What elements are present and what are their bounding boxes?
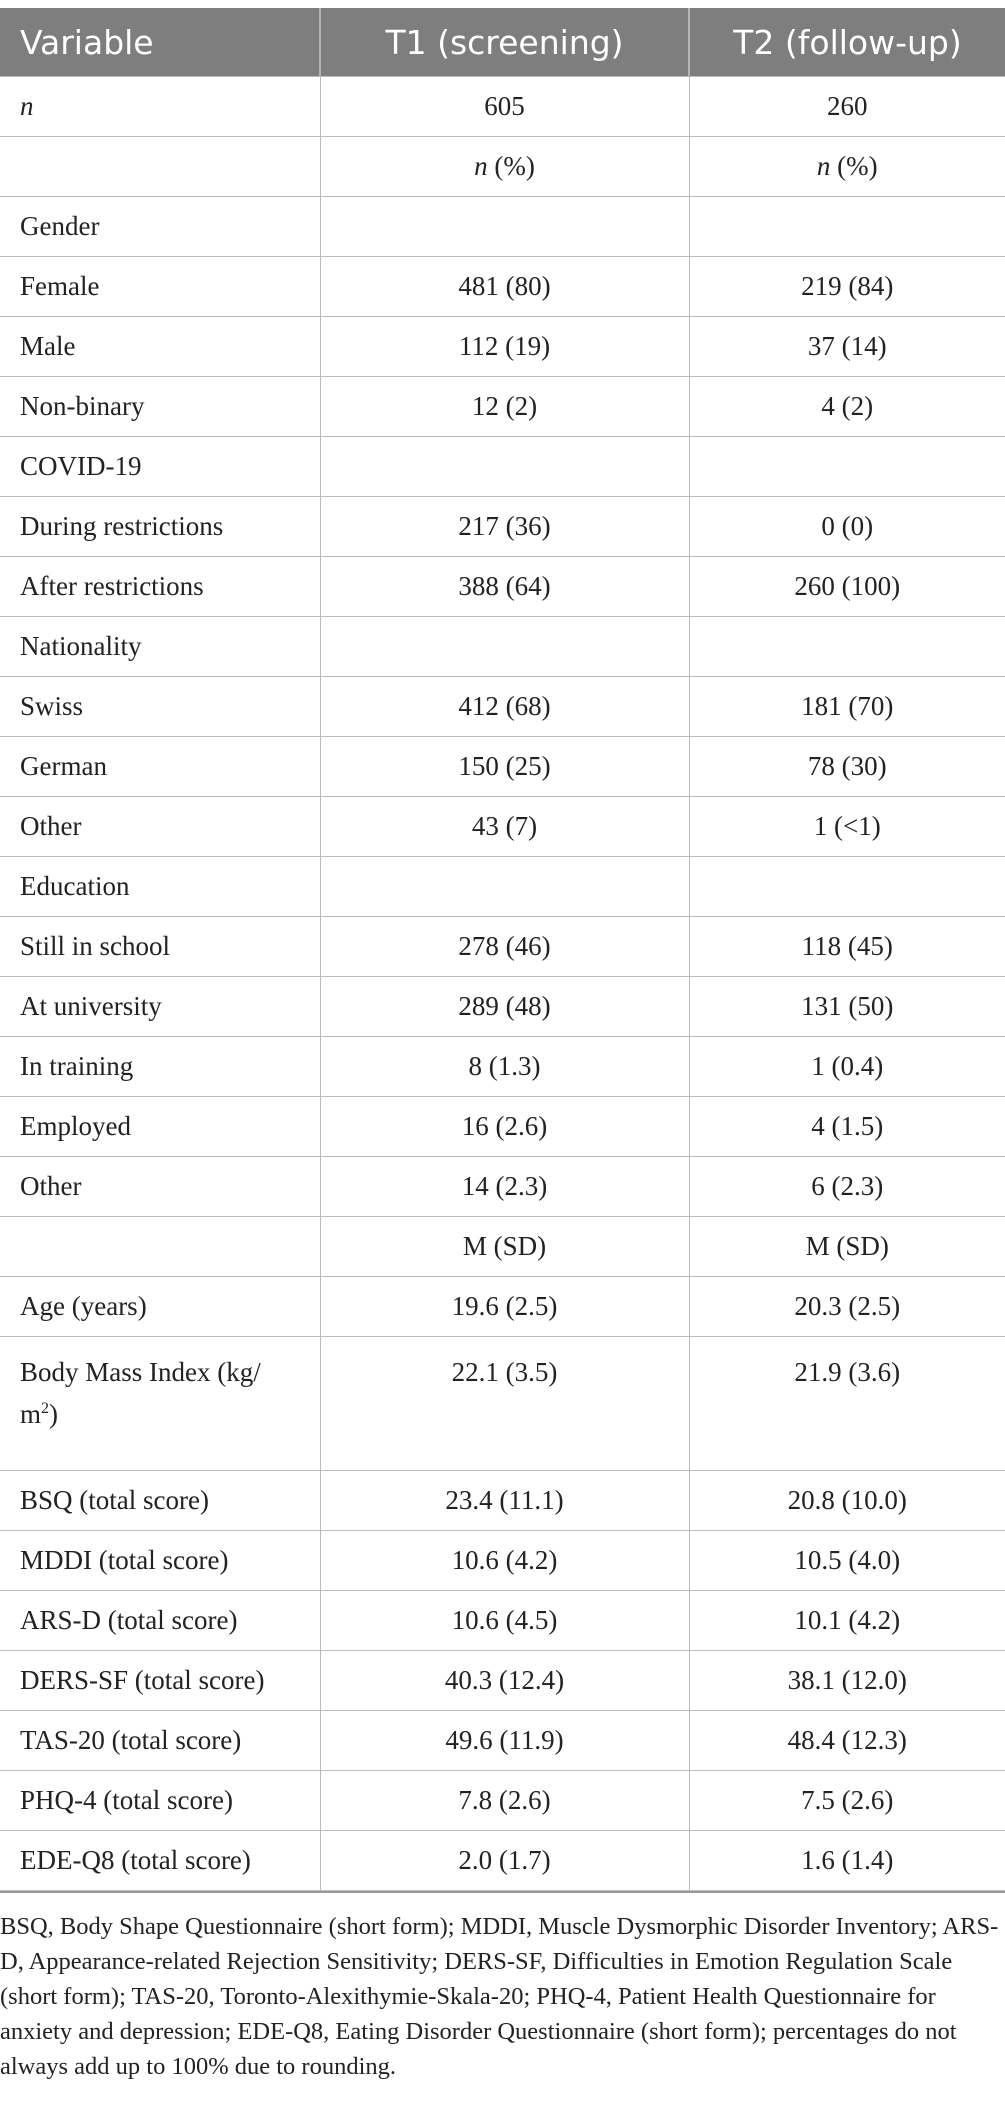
cell-t2: 10.1 (4.2): [689, 1591, 1005, 1651]
cell-t2: 0 (0): [689, 497, 1005, 557]
table-row: [0, 677, 1005, 737]
cell-t1: 14 (2.3): [320, 1157, 689, 1217]
row-label: Other: [0, 797, 320, 857]
table-row-age: [0, 1277, 1005, 1337]
pct-symbol: (%): [830, 151, 878, 181]
cell-t1: 7.8 (2.6): [320, 1771, 689, 1831]
row-label-empty: [0, 137, 320, 197]
cell-t2: 1 (<1): [689, 797, 1005, 857]
cell-t1: 112 (19): [320, 317, 689, 377]
section-label: COVID-19: [0, 437, 320, 497]
table-row: [0, 1037, 1005, 1097]
row-label: PHQ-4 (total score): [0, 1771, 320, 1831]
cell-t2: 4 (1.5): [689, 1097, 1005, 1157]
row-label: Male: [0, 317, 320, 377]
cell-t1: 278 (46): [320, 917, 689, 977]
cell-t1: 22.1 (3.5): [320, 1337, 689, 1471]
cell-t1: 388 (64): [320, 557, 689, 617]
bmi-label-unit: m: [20, 1399, 42, 1429]
table-row: [0, 497, 1005, 557]
cell-t1: 605: [320, 77, 689, 137]
cell-t1: 150 (25): [320, 737, 689, 797]
cell-t2: 131 (50): [689, 977, 1005, 1037]
cell-t1: 43 (7): [320, 797, 689, 857]
demographics-table: [0, 8, 1005, 1891]
cell-t2: 37 (14): [689, 317, 1005, 377]
table-row: [0, 737, 1005, 797]
section-label: Nationality: [0, 617, 320, 677]
table-row: [0, 377, 1005, 437]
table-row-bmi: [0, 1337, 1005, 1471]
table-row-percent-header: [0, 137, 1005, 197]
table-row: [0, 1157, 1005, 1217]
row-label: After restrictions: [0, 557, 320, 617]
cell-t2: 48.4 (12.3): [689, 1711, 1005, 1771]
cell-t1: 12 (2): [320, 377, 689, 437]
table-row: [0, 977, 1005, 1037]
cell-t2: 4 (2): [689, 377, 1005, 437]
table-footnote: BSQ, Body Shape Questionnaire (short form); MDDI, Muscle Dysmorphic Disorder Inventory; ARS-D, Appearance-related Rejection Sensitivity; DERS-SF, Difficulties in Emotion Regulation Scale (short form); TAS-20, Toronto-Alexithymie-Skala-20; PHQ-4, Patient Health Questionnaire for anxiety and depression; EDE-Q8, Eating Disorder Questionnaire (short form); percentages do not always add up to 100% due to rounding.: [0, 1891, 1005, 2084]
row-label: At university: [0, 977, 320, 1037]
cell-t1: 217 (36): [320, 497, 689, 557]
section-row-education: [0, 857, 1005, 917]
row-label: During restrictions: [0, 497, 320, 557]
cell-t2: 1.6 (1.4): [689, 1831, 1005, 1891]
cell-empty: [689, 617, 1005, 677]
row-label: German: [0, 737, 320, 797]
row-label: BSQ (total score): [0, 1471, 320, 1531]
row-label: ARS-D (total score): [0, 1591, 320, 1651]
section-label: Education: [0, 857, 320, 917]
table-row: [0, 1531, 1005, 1591]
cell-empty: [689, 857, 1005, 917]
cell-t2: 219 (84): [689, 257, 1005, 317]
table-body: [0, 77, 1005, 1891]
bmi-label-close: ): [49, 1399, 59, 1429]
cell-t2: 118 (45): [689, 917, 1005, 977]
cell-t1: 16 (2.6): [320, 1097, 689, 1157]
n-symbol: n: [816, 151, 831, 181]
table-row: [0, 797, 1005, 857]
row-label: In training: [0, 1037, 320, 1097]
cell-empty: [689, 197, 1005, 257]
section-row-nationality: [0, 617, 1005, 677]
cell-t1-unit: M (SD): [320, 1217, 689, 1277]
table-row: [0, 317, 1005, 377]
cell-t1: 8 (1.3): [320, 1037, 689, 1097]
cell-t2: 21.9 (3.6): [689, 1337, 1005, 1471]
cell-t1: 481 (80): [320, 257, 689, 317]
table-container: [0, 8, 1005, 2084]
cell-empty: [320, 617, 689, 677]
cell-t2: 6 (2.3): [689, 1157, 1005, 1217]
cell-t2: 78 (30): [689, 737, 1005, 797]
table-row-msd-header: [0, 1217, 1005, 1277]
table-row: [0, 917, 1005, 977]
cell-t2: 7.5 (2.6): [689, 1771, 1005, 1831]
cell-t1: 23.4 (11.1): [320, 1471, 689, 1531]
cell-t2-unit: [689, 137, 1005, 197]
section-row-covid: [0, 437, 1005, 497]
cell-t2: 260 (100): [689, 557, 1005, 617]
header-variable: Variable: [0, 8, 320, 77]
cell-t1: 49.6 (11.9): [320, 1711, 689, 1771]
row-label: [0, 1337, 320, 1471]
row-label: Female: [0, 257, 320, 317]
table-header: [0, 8, 1005, 77]
table-row: [0, 1471, 1005, 1531]
row-label: Other: [0, 1157, 320, 1217]
cell-t2: 181 (70): [689, 677, 1005, 737]
header-t2: T2 (follow-up): [689, 8, 1005, 77]
table-row-n: [0, 77, 1005, 137]
cell-t2: 20.8 (10.0): [689, 1471, 1005, 1531]
header-t1: T1 (screening): [320, 8, 689, 77]
table-row: [0, 1591, 1005, 1651]
cell-t2: 1 (0.4): [689, 1037, 1005, 1097]
bmi-label-part: Body Mass Index (kg/: [20, 1357, 261, 1387]
cell-t1: 10.6 (4.5): [320, 1591, 689, 1651]
cell-t2: 260: [689, 77, 1005, 137]
cell-t1: 40.3 (12.4): [320, 1651, 689, 1711]
row-label: DERS-SF (total score): [0, 1651, 320, 1711]
table-row: [0, 557, 1005, 617]
cell-t1: 19.6 (2.5): [320, 1277, 689, 1337]
row-label: Still in school: [0, 917, 320, 977]
table-row: [0, 257, 1005, 317]
cell-t2-unit: M (SD): [689, 1217, 1005, 1277]
n-symbol: n: [474, 151, 488, 181]
cell-empty: [320, 857, 689, 917]
cell-t2: 38.1 (12.0): [689, 1651, 1005, 1711]
row-label: Employed: [0, 1097, 320, 1157]
header-row: [0, 8, 1005, 77]
row-label: Age (years): [0, 1277, 320, 1337]
row-label: MDDI (total score): [0, 1531, 320, 1591]
row-label: n: [0, 77, 320, 137]
bmi-label-superscript: 2: [41, 1400, 50, 1417]
section-label: Gender: [0, 197, 320, 257]
table-row: [0, 1831, 1005, 1891]
row-label: Non-binary: [0, 377, 320, 437]
table-row: [0, 1651, 1005, 1711]
cell-t1: 289 (48): [320, 977, 689, 1037]
cell-empty: [689, 437, 1005, 497]
cell-t1: 412 (68): [320, 677, 689, 737]
cell-t1: 10.6 (4.2): [320, 1531, 689, 1591]
section-row-gender: [0, 197, 1005, 257]
cell-empty: [320, 197, 689, 257]
cell-t1-unit: [320, 137, 689, 197]
row-label: EDE-Q8 (total score): [0, 1831, 320, 1891]
row-label: Swiss: [0, 677, 320, 737]
table-row: [0, 1711, 1005, 1771]
cell-t2: 10.5 (4.0): [689, 1531, 1005, 1591]
cell-t2: 20.3 (2.5): [689, 1277, 1005, 1337]
row-label: TAS-20 (total score): [0, 1711, 320, 1771]
table-row: [0, 1771, 1005, 1831]
table-row: [0, 1097, 1005, 1157]
cell-empty: [320, 437, 689, 497]
cell-t1: 2.0 (1.7): [320, 1831, 689, 1891]
row-label-empty: [0, 1217, 320, 1277]
pct-symbol: (%): [487, 151, 535, 181]
